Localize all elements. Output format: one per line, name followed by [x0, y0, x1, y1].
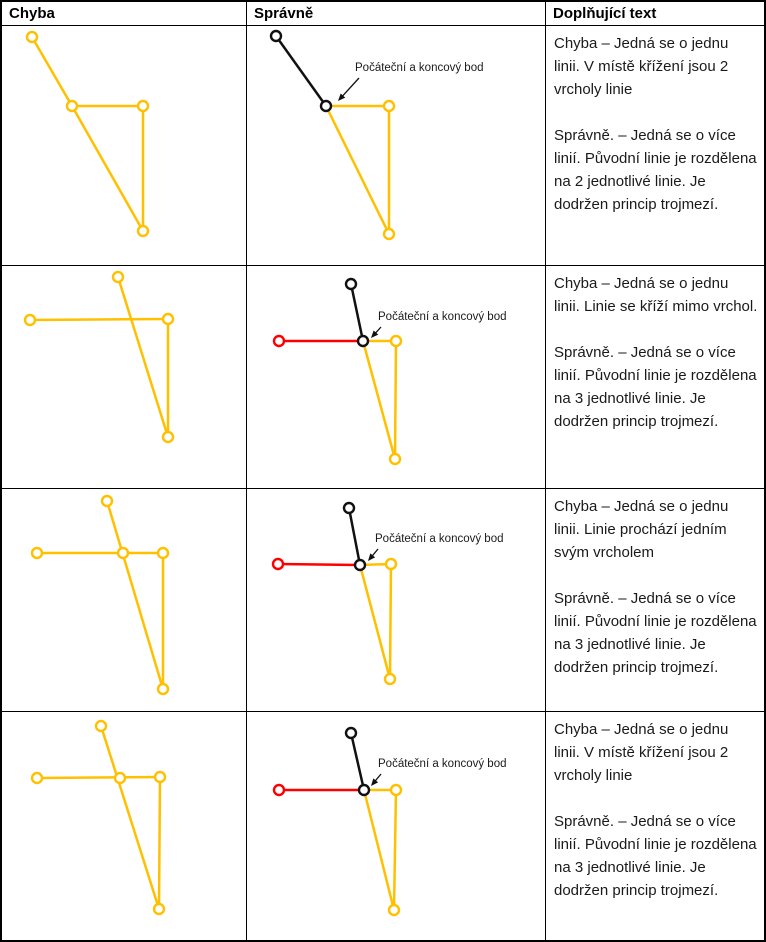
vertex-point — [346, 279, 356, 289]
vertex-point — [274, 336, 284, 346]
vertex-point — [155, 772, 165, 782]
vertex-point — [154, 904, 164, 914]
vertex-point — [96, 721, 106, 731]
vertex-point — [138, 226, 148, 236]
vertex-point — [344, 503, 354, 513]
error-description: Chyba – Jedná se o jednu linii. Linie se kříží mimo vrchol. — [554, 275, 758, 315]
correct-diagram-cell-row2 — [247, 266, 546, 489]
vertex-point — [384, 101, 394, 111]
line-segment — [326, 106, 389, 234]
line-segment — [118, 277, 168, 437]
line-segment — [390, 564, 391, 679]
error-description: Chyba – Jedná se o jednu linii. V místě křížení jsou 2 vrcholy linie — [554, 35, 729, 98]
line-segment — [360, 565, 390, 679]
description-cell-row3 — [546, 489, 764, 712]
error-description: Chyba – Jedná se o jednu linii. Linie prochází jedním svým vrcholem — [554, 498, 729, 561]
vertex-point — [27, 32, 37, 42]
line-segment — [363, 341, 395, 459]
line-segment — [276, 36, 326, 106]
line-segment — [107, 501, 163, 689]
line-segment — [278, 564, 360, 565]
line-segment — [349, 508, 360, 565]
error-diagram-row3 — [2, 489, 246, 711]
correct-description: Správně. – Jedná se o více linií. Původní linie je rozdělena na 3 jednotlivé linie. Je dodržen princip trojmezí. — [554, 590, 757, 676]
column-header-doplnujici-text: Doplňující text — [546, 2, 764, 26]
column-header-spravne: Správně — [247, 2, 546, 26]
annotation-label: Počáteční a koncový bod — [378, 758, 507, 770]
vertex-point — [138, 101, 148, 111]
vertex-point — [273, 559, 283, 569]
vertex-point — [359, 785, 369, 795]
correct-diagram-row1 — [247, 26, 545, 265]
correct-diagram-cell-row3 — [247, 489, 546, 712]
error-diagram-cell-row3 — [2, 489, 247, 712]
line-segment — [30, 319, 168, 320]
error-diagram-row2 — [2, 266, 246, 488]
vertex-point — [158, 684, 168, 694]
vertex-point — [321, 101, 331, 111]
vertex-point — [25, 315, 35, 325]
error-diagram-row4 — [2, 712, 246, 940]
vertex-point — [391, 785, 401, 795]
annotation-label: Počáteční a koncový bod — [375, 533, 504, 545]
correct-description: Správně. – Jedná se o více linií. Původní linie je rozdělena na 2 jednotlivé linie. Je dodržen princip trojmezí. — [554, 127, 757, 213]
line-segment — [101, 726, 159, 909]
line-segment — [32, 37, 72, 106]
correct-description: Správně. – Jedná se o více linií. Původní linie je rozdělena na 3 jednotlivé linie. Je dodržen princip trojmezí. — [554, 344, 757, 430]
vertex-point — [163, 432, 173, 442]
vertex-point — [67, 101, 77, 111]
vertex-point — [118, 548, 128, 558]
line-segment — [351, 733, 364, 790]
line-segment — [37, 777, 160, 778]
description-cell-row4 — [546, 712, 764, 940]
vertex-point — [115, 773, 125, 783]
vertex-point — [346, 728, 356, 738]
vertex-point — [102, 496, 112, 506]
line-segment — [72, 106, 143, 231]
vertex-point — [391, 336, 401, 346]
vertex-point — [158, 548, 168, 558]
correct-diagram-row4 — [247, 712, 545, 940]
line-segment — [364, 790, 394, 910]
vertex-point — [386, 559, 396, 569]
annotation-label: Počáteční a koncový bod — [378, 311, 507, 323]
vertex-point — [32, 548, 42, 558]
vertex-point — [390, 454, 400, 464]
vertex-point — [113, 272, 123, 282]
vertex-point — [163, 314, 173, 324]
vertex-point — [271, 31, 281, 41]
vertex-point — [389, 905, 399, 915]
vertex-point — [358, 336, 368, 346]
description-cell-row1 — [546, 26, 764, 266]
line-segment — [351, 284, 363, 341]
correct-diagram-cell-row1 — [247, 26, 546, 266]
line-segment — [395, 341, 396, 459]
annotation-label: Počáteční a koncový bod — [355, 62, 484, 74]
vertex-point — [355, 560, 365, 570]
correct-description: Správně. – Jedná se o více linií. Původní linie je rozdělena na 3 jednotlivé linie. Je dodržen princip trojmezí. — [554, 813, 757, 899]
vertex-point — [385, 674, 395, 684]
error-description: Chyba – Jedná se o jednu linii. V místě křížení jsou 2 vrcholy linie — [554, 721, 729, 784]
correct-diagram-row2 — [247, 266, 545, 488]
error-diagram-cell-row1 — [2, 26, 247, 266]
error-diagram-cell-row2 — [2, 266, 247, 489]
column-header-chyba: Chyba — [2, 2, 247, 26]
correct-diagram-cell-row4 — [247, 712, 546, 940]
description-cell-row2 — [546, 266, 764, 489]
vertex-point — [384, 229, 394, 239]
vertex-point — [32, 773, 42, 783]
correct-diagram-row3 — [247, 489, 545, 711]
error-diagram-cell-row4 — [2, 712, 247, 940]
error-diagram-row1 — [2, 26, 246, 265]
line-segment — [394, 790, 396, 910]
vertex-point — [274, 785, 284, 795]
line-segment — [159, 777, 160, 909]
